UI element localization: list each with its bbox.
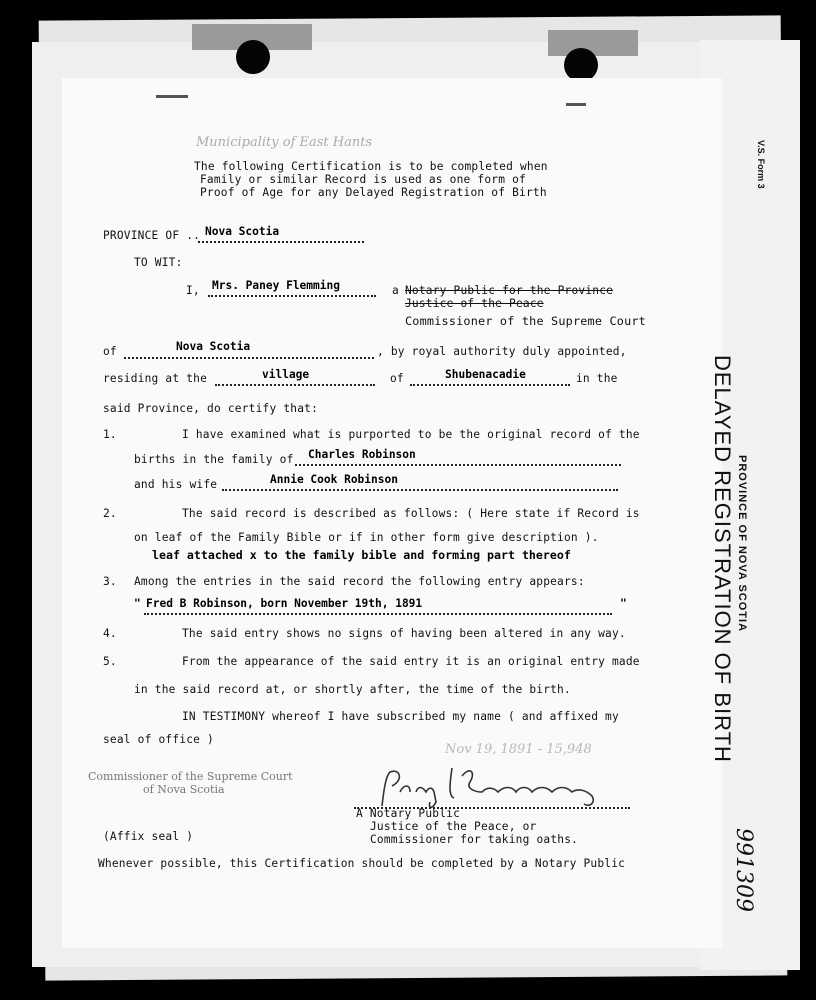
birth-entry: Fred B Robinson, born November 19th, 1891 xyxy=(146,597,423,610)
item-text: The said entry shows no signs of having been altered in any way. xyxy=(182,627,626,640)
affix-seal-label: (Affix seal ) xyxy=(103,830,194,843)
footer-note: Whenever possible, this Certification should be completed by a Notary Public xyxy=(98,857,626,870)
notary-option: Notary Public for the Province xyxy=(405,284,614,297)
item-text: The said record is described as follows: ( Here state if Record is xyxy=(182,507,640,520)
intro-line: Proof of Age for any Delayed Registration of Birth xyxy=(200,186,547,199)
said-province-text: said Province, do certify that: xyxy=(103,402,318,415)
wife-name: Annie Cook Robinson xyxy=(270,473,398,486)
appointment-text: , by royal authority duly appointed, xyxy=(377,345,627,358)
item-text: births in the family of xyxy=(134,453,294,466)
item-text: I have examined what is purported to be the original record of the xyxy=(182,428,640,441)
quote-mark: " xyxy=(134,597,141,610)
fill-line xyxy=(222,481,618,491)
of-label: of xyxy=(103,345,117,358)
item-number: 1. xyxy=(103,428,117,441)
to-wit-label: TO WIT: xyxy=(134,256,183,269)
signatory-line: Justice of the Peace, or xyxy=(370,820,537,833)
registration-number: 991309 xyxy=(731,828,756,912)
fill-line xyxy=(410,376,570,386)
residing-town: Shubenacadie xyxy=(445,368,526,381)
item-text: From the appearance of the said entry it is an original entry made xyxy=(182,655,640,668)
certifier-prefix: I, xyxy=(186,284,200,297)
signatory-line: A Notary Public xyxy=(356,807,461,820)
quote-mark: " xyxy=(620,597,627,610)
item-number: 4. xyxy=(103,627,117,640)
punch-hole xyxy=(564,48,598,82)
province-value: Nova Scotia xyxy=(205,225,280,238)
form-code: V.S. Form 3 xyxy=(756,140,766,189)
side-title: DELAYED REGISTRATION OF BIRTH xyxy=(710,355,735,763)
fill-line xyxy=(208,287,376,297)
of-label: of xyxy=(390,372,404,385)
family-name: Charles Robinson xyxy=(308,448,416,461)
seal-stamp-line: Commissioner of the Supreme Court xyxy=(88,770,293,783)
margin-mark xyxy=(156,95,188,98)
intro-line: Family or similar Record is used as one form of xyxy=(200,173,526,186)
fill-line xyxy=(124,349,374,359)
testimony-text: seal of office ) xyxy=(103,733,214,746)
margin-mark xyxy=(566,103,586,106)
item-number: 3. xyxy=(103,575,117,588)
intro-line: The following Certification is to be completed when xyxy=(194,160,548,173)
fill-line xyxy=(198,233,364,243)
seal-stamp-line: of Nova Scotia xyxy=(143,783,225,796)
item-number: 2. xyxy=(103,507,117,520)
item-number: 5. xyxy=(103,655,117,668)
municipality-stamp: Municipality of East Hants xyxy=(196,135,373,150)
fill-line xyxy=(144,605,612,615)
certifier-name: Mrs. Paney Flemming xyxy=(212,279,340,292)
record-description: leaf attached x to the family bible and forming part thereof xyxy=(152,548,571,562)
province-label: PROVINCE OF .. xyxy=(103,229,201,242)
fill-line xyxy=(215,376,375,386)
residing-label: residing at the xyxy=(103,372,208,385)
side-province: PROVINCE OF NOVA SCOTIA xyxy=(736,455,748,633)
margin-notes: Nov 19, 1891 - 15,948 xyxy=(445,742,592,757)
item-text: Among the entries in the said record the following entry appears: xyxy=(134,575,585,588)
item-text: on leaf of the Family Bible or if in other form give description ). xyxy=(134,531,599,544)
item-text: in the said record at, or shortly after, the time of the birth. xyxy=(134,683,571,696)
item-text: and his wife xyxy=(134,478,218,491)
of-value: Nova Scotia xyxy=(176,340,251,353)
residing-suffix: in the xyxy=(576,372,618,385)
commissioner-option: Commissioner of the Supreme Court xyxy=(405,314,646,328)
testimony-text: IN TESTIMONY whereof I have subscribed my name ( and affixed my xyxy=(182,710,619,723)
signatory-line: Commissioner for taking oaths. xyxy=(370,833,579,846)
certifier-connector: a xyxy=(392,284,399,297)
fill-line xyxy=(295,456,621,466)
justice-option: Justice of the Peace xyxy=(405,297,544,310)
residing-place: village xyxy=(262,368,310,381)
punch-hole xyxy=(236,40,270,74)
